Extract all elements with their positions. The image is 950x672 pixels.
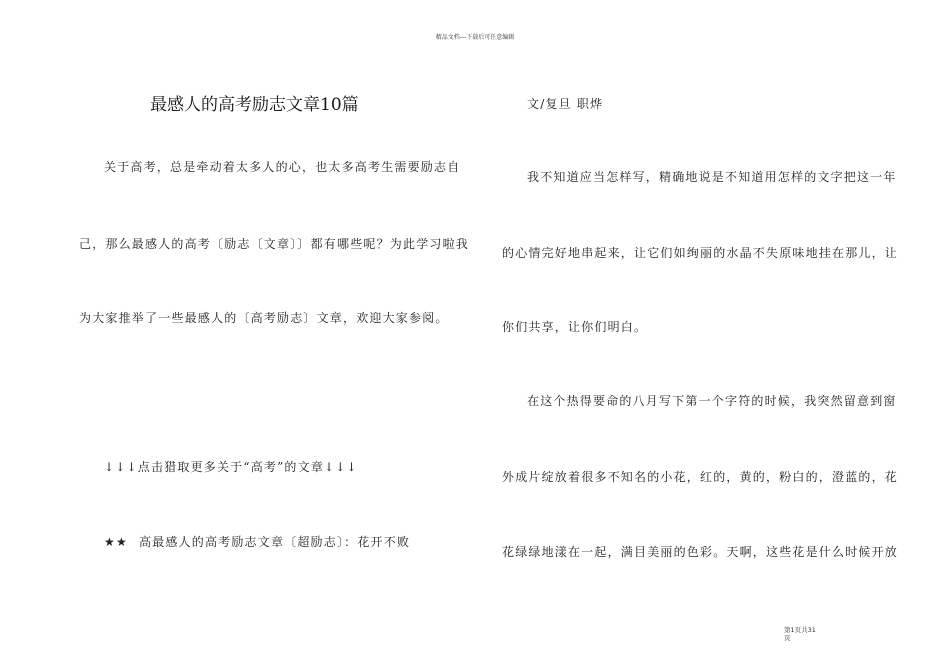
header-note: 精品文档---下载后可任意编辑: [435, 34, 515, 41]
right-paragraph-line-5: 外成片绽放着很多不知名的小花，红的，黄的，粉白的，澄蓝的，花: [502, 470, 899, 484]
page-number-line-1: 第1页共31: [784, 626, 816, 634]
related-articles-link[interactable]: ↓↓↓点击猎取更多关于“高考”的文章↓↓↓: [104, 460, 358, 474]
right-paragraph-line-3: 你们共享，让你们明白。: [502, 320, 648, 334]
section-heading-row: [104, 533, 410, 550]
left-paragraph-line-1: 关于高考，总是牵动着太多人的心，也太多高考生需要励志自: [104, 160, 461, 174]
right-paragraph-line-2: 的心情完好地串起来，让它们如绚丽的水晶不失原味地挂在那儿，让: [502, 246, 899, 260]
right-paragraph-line-4: 在这个热得要命的八月写下第一个字符的时候，我突然留意到窗: [527, 394, 897, 408]
right-paragraph-line-6: 花绿绿地漾在一起，满目美丽的色彩。天啊，这些花是什么时候开放: [502, 545, 899, 559]
left-paragraph-line-2: 己，那么最感人的高考〔励志〔文章〕〕都有哪些呢？为此学习啦我: [79, 237, 470, 251]
star-icon: ★★: [104, 535, 128, 549]
article-title: 最感人的高考励志文章10篇: [150, 95, 359, 115]
page-number-line-2: 页: [784, 634, 791, 642]
right-paragraph-line-1: 我不知道应当怎样写，精确地说是不知道用怎样的文字把这一年: [527, 170, 897, 184]
section-heading: 高最感人的高考励志文章〔超励志〕：花开不败: [138, 535, 411, 549]
page-number: [784, 626, 816, 642]
author-line: 文/复旦 职烨: [527, 97, 604, 111]
left-paragraph-line-3: 为大家推举了一些最感人的〔高考励志〕文章，欢迎大家参阅。: [79, 311, 449, 325]
